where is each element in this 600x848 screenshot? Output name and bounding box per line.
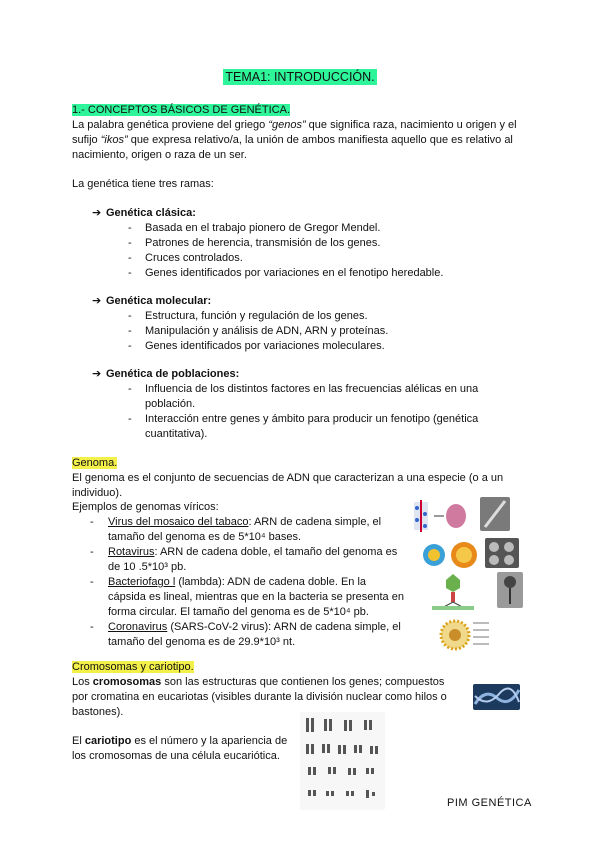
paragraph-line: La palabra genética proviene del griego “genos” que significa raza, nacimiento u origen y el bbox=[72, 119, 517, 131]
tobacco-virus-image bbox=[410, 498, 470, 534]
branch-heading: ➔ Genética clásica: bbox=[92, 207, 196, 219]
paragraph-line: los cromosomas de una célula eucariótica. bbox=[72, 750, 280, 762]
branch-heading: ➔ Genética de poblaciones: bbox=[92, 368, 240, 380]
paragraph-line: Los cromosomas son las estructuras que contienen los genes; compuestos bbox=[72, 676, 445, 688]
footer-label: PIM GENÉTICA bbox=[447, 797, 532, 809]
bacteriophage-image bbox=[432, 572, 474, 610]
section-heading: 1.- CONCEPTOS BÁSICOS DE GENÉTICA. bbox=[72, 104, 291, 116]
paragraph-line: por cromatina en eucariotas (visibles durante la división nuclear como hilos o bbox=[72, 691, 447, 703]
section-heading: Genoma. bbox=[72, 457, 118, 469]
paragraph-line: El cariotipo es el número y la apariencia de bbox=[72, 735, 288, 747]
tobacco-virus-micrograph bbox=[480, 497, 510, 531]
paragraph-line: sufijo “ikos” que expresa relativo/a, la unión de ambos manifiesta aquello que es relativo al bbox=[72, 134, 513, 146]
bacteriophage-micrograph bbox=[497, 572, 523, 608]
arrow-icon: ➔ bbox=[92, 295, 102, 307]
paragraph-line: Ejemplos de genomas víricos: bbox=[72, 501, 219, 513]
paragraph-line: La genética tiene tres ramas: bbox=[72, 178, 214, 190]
coronavirus-image bbox=[437, 613, 495, 655]
rotavirus-image bbox=[420, 537, 480, 573]
page-title: TEMA1: INTRODUCCIÓN. bbox=[225, 70, 375, 84]
karyotype-image bbox=[300, 712, 385, 810]
arrow-icon: ➔ bbox=[92, 207, 102, 219]
paragraph-line: El genoma es el conjunto de secuencias de ADN que caracterizan a una especie (o a un bbox=[72, 472, 504, 484]
paragraph-line: bastones). bbox=[72, 706, 124, 718]
chromatin-image bbox=[473, 684, 520, 710]
paragraph-line: individuo). bbox=[72, 487, 123, 499]
branch-heading: ➔ Genética molecular: bbox=[92, 295, 212, 307]
rotavirus-micrograph bbox=[485, 538, 519, 568]
paragraph-line: nacimiento, origen o raza de un ser. bbox=[72, 149, 247, 161]
arrow-icon: ➔ bbox=[92, 368, 102, 380]
section-heading: Cromosomas y cariotipo. bbox=[72, 661, 194, 673]
